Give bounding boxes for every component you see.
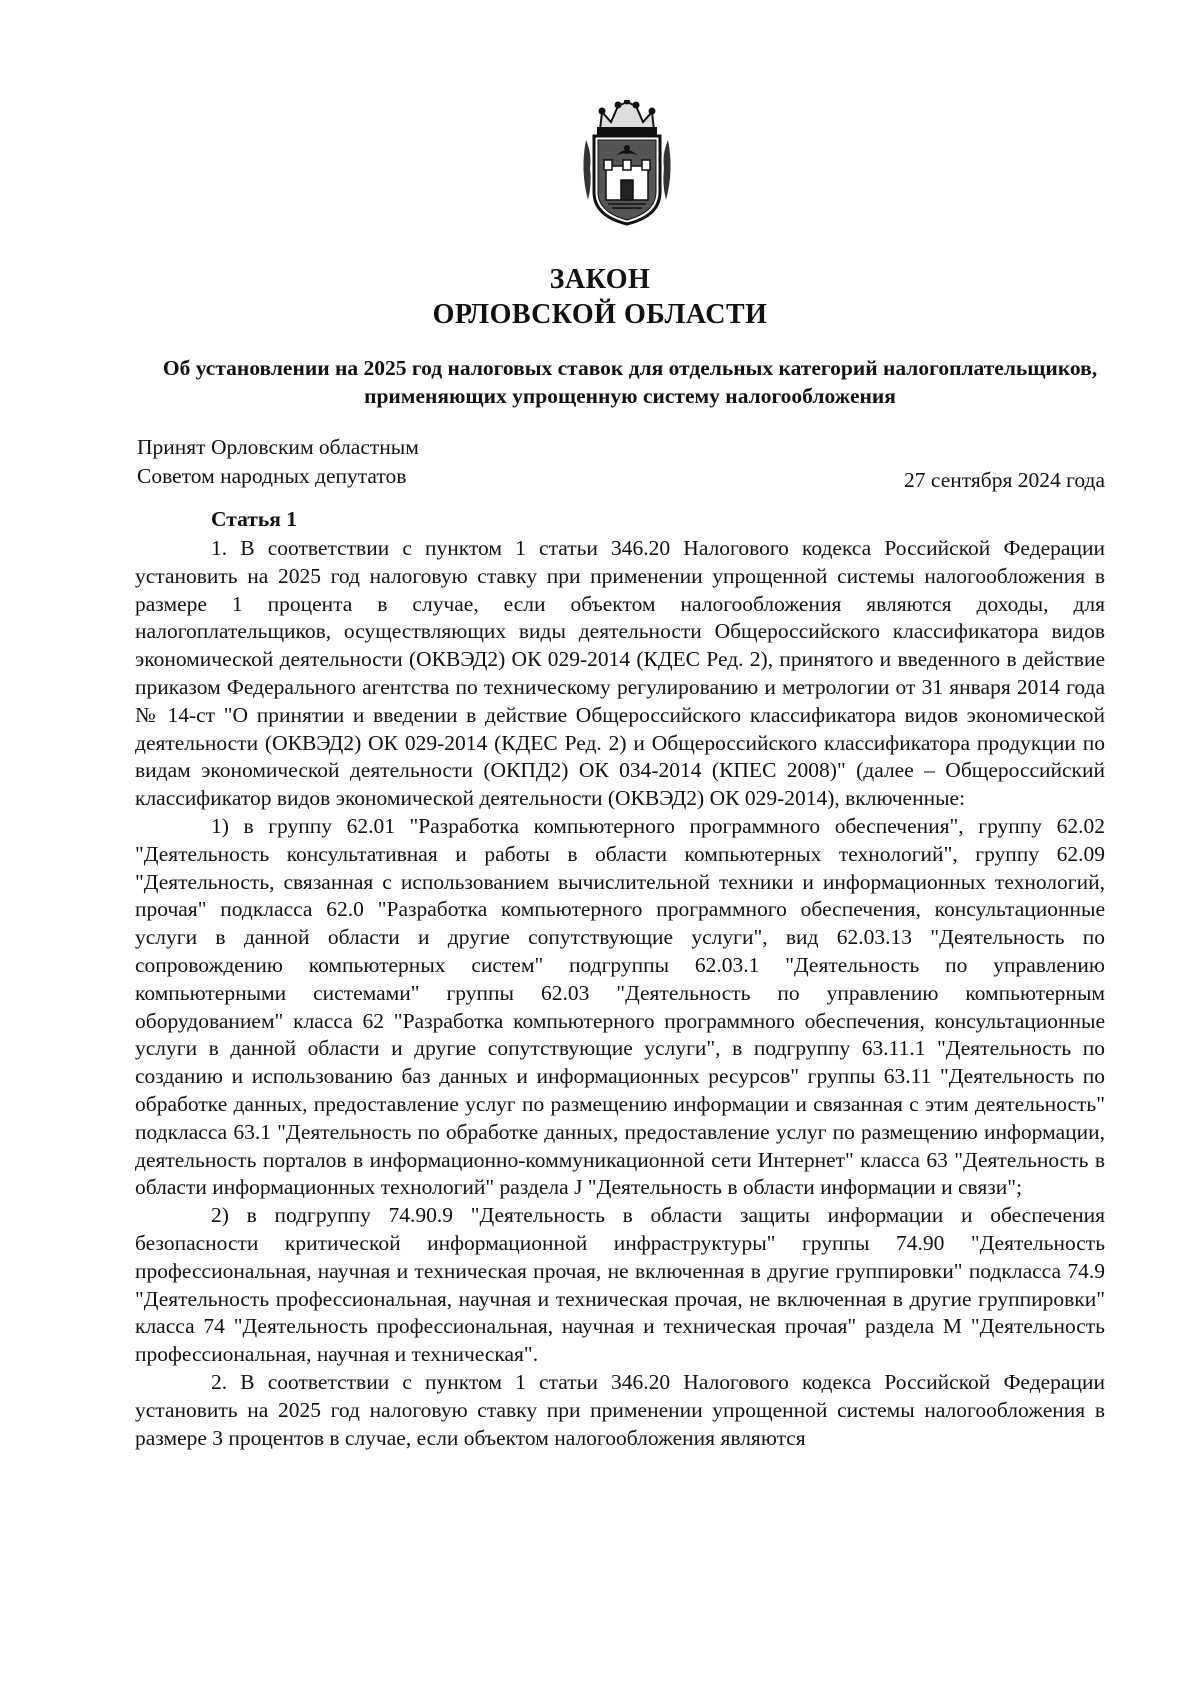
adoption-line2: Советом народных депутатов <box>137 464 407 488</box>
paragraph: 1) в группу 62.01 "Разработка компьютерного программного обеспечения", группу 62.02 "Деятельность консультативная и работы в области компьютерных технологий", группу 62.09 "Деятельность, связанная с использованием вычислительной техники и информационных технологий, прочая" подкласса 62.0 "Разработка компьютерного программного обеспечения, консультационные услуги в данной области и другие сопутствующие услуги", вид 62.03.13 "Деятельность по сопровождению компьютерных систем" подгруппы 62.03.1 "Деятельность по управлению компьютерными системами" группы 62.03 "Деятельность по управлению компьютерным оборудованием" класса 62 "Разработка компьютерного программного обеспечения, консультационные услуги в данной области и другие сопутствующие услуги", в подгруппу 63.11.1 "Деятельность по созданию и использованию баз данных и информационных ресурсов" группы 63.11 "Деятельность по обработке данных, предоставление услуг по размещению информации и связанная с этим деятельность" подкласса 63.1 "Деятельность по обработке данных, предоставление услуг по размещению информации, деятельность порталов в информационно-коммуникационной сети Интернет" класса 63 "Деятельность в области информационных технологий" раздела J "Деятельность в области информации и связи"; <box>135 813 1105 1200</box>
document-title-line1: ЗАКОН <box>549 264 651 295</box>
adoption-date: 27 сентября 2024 года <box>904 468 1105 492</box>
article-body <box>135 535 1105 1452</box>
adoption-info <box>137 433 419 491</box>
coat-of-arms-icon <box>578 100 676 228</box>
document-title-line2: ОРЛОВСКОЙ ОБЛАСТИ <box>432 299 768 330</box>
paragraph: 2. В соответствии с пунктом 1 статьи 346.20 Налогового кодекса Российской Федерации установить на 2025 год налоговую ставку при применении упрощенной системы налогообложения в размере 3 процентов в случае, если объектом налогообложения являются <box>135 1369 1105 1450</box>
article-heading: Статья 1 <box>211 507 297 531</box>
document-subtitle: Об установлении на 2025 год налоговых ставок для отдельных категорий налогоплательщиков, применяющих упрощенную систему налогообложения <box>162 356 1098 408</box>
adoption-line1: Принят Орловским областным <box>137 435 419 459</box>
paragraph: 1. В соответствии с пунктом 1 статьи 346.20 Налогового кодекса Российской Федерации установить на 2025 год налоговую ставку при применении упрощенной системы налогообложения в размере 1 процента в случае, если объектом налогообложения являются доходы, для налогоплательщиков, осуществляющих виды деятельности Общероссийского классификатора видов экономической деятельности (ОКВЭД2) ОК 029-2014 (КДЕС Ред. 2), принятого и введенного в действие приказом Федерального агентства по техническому регулированию и метрологии от 31 января 2014 года № 14-ст "О принятии и введении в действие Общероссийского классификатора видов экономической деятельности (ОКВЭД2) ОК 029-2014 (КДЕС Ред. 2) и Общероссийского классификатора продукции по видам экономической деятельности (ОКПД2) ОК 034-2014 (КПЕС 2008)" (далее – Общероссийский классификатор видов экономической деятельности (ОКВЭД2) ОК 029-2014), включенные: <box>135 536 1105 811</box>
paragraph: 2) в подгруппу 74.90.9 "Деятельность в области защиты информации и обеспечения безопасности критической информационной инфраструктуры" группы 74.90 "Деятельность профессиональная, научная и техническая прочая, не включенная в другие группировки" подкласса 74.9 "Деятельность профессиональная, научная и техническая прочая, не включенная в другие группировки" класса 74 "Деятельность профессиональная, научная и техническая прочая" раздела M "Деятельность профессиональная, научная и техническая". <box>135 1203 1105 1367</box>
